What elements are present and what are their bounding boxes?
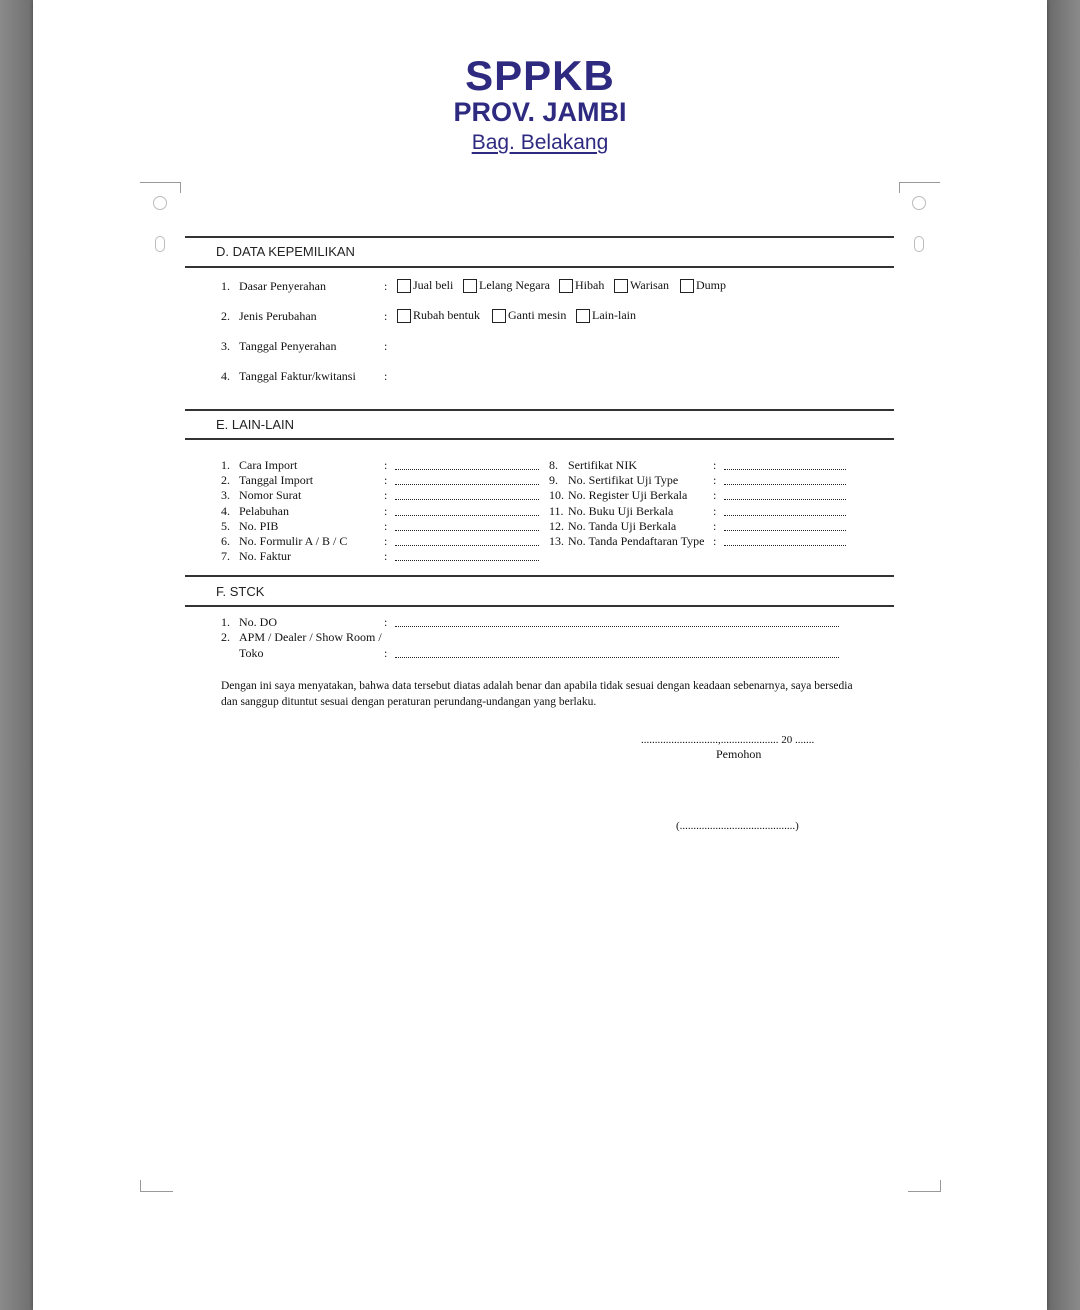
- field-label: Tanggal Import: [239, 473, 314, 488]
- colon: :: [384, 369, 388, 383]
- fill-line[interactable]: [395, 535, 539, 546]
- checkbox-box[interactable]: [463, 279, 477, 293]
- checkbox-label: Ganti mesin: [508, 308, 567, 322]
- checkbox-box[interactable]: [680, 279, 694, 293]
- checkbox-box[interactable]: [397, 309, 411, 323]
- left-gutter: [0, 0, 33, 1310]
- field-label: Jenis Perubahan: [239, 309, 317, 323]
- colon: :: [384, 503, 388, 518]
- divider: [185, 575, 894, 577]
- divider: [185, 266, 894, 268]
- checkbox-label: Warisan: [630, 278, 670, 292]
- fill-line[interactable]: [395, 520, 539, 531]
- item-number: 7.: [221, 549, 230, 564]
- field-label: No. Register Uji Berkala: [568, 488, 688, 503]
- divider: [185, 438, 894, 440]
- item-number: 11.: [549, 503, 564, 518]
- fill-line[interactable]: [395, 647, 839, 658]
- item-number: 9.: [549, 473, 558, 488]
- colon: :: [384, 549, 388, 564]
- crop-mark-bottom-right: [908, 1180, 941, 1192]
- item-number: 10.: [549, 488, 564, 503]
- checkbox-box[interactable]: [614, 279, 628, 293]
- divider: [185, 409, 894, 411]
- perubahan-checkbox[interactable]: [492, 308, 566, 323]
- field-label: APM / Dealer / Show Room /: [239, 630, 382, 644]
- field-label: No. Tanda Pendaftaran Type: [568, 534, 705, 548]
- fill-line[interactable]: [724, 535, 846, 546]
- item-number: 4.: [221, 503, 230, 518]
- divider: [185, 605, 894, 607]
- checkbox-label: Jual beli: [413, 278, 454, 292]
- divider: [185, 236, 894, 238]
- checkbox-label: Rubah bentuk: [413, 308, 480, 322]
- section-d-title: D. DATA KEPEMILIKAN: [216, 244, 355, 259]
- perubahan-checkbox[interactable]: [576, 308, 636, 323]
- item-number: 2.: [221, 630, 230, 644]
- field-label: No. Faktur: [239, 549, 291, 564]
- section-e-title: E. LAIN-LAIN: [216, 417, 295, 432]
- colon: :: [384, 279, 388, 293]
- checkbox-box[interactable]: [559, 279, 573, 293]
- colon: :: [384, 534, 388, 548]
- crop-mark-top-left: [140, 182, 181, 193]
- item-number: 4.: [221, 369, 230, 383]
- fill-line[interactable]: [395, 550, 539, 561]
- crop-mark-bottom-left: [140, 1180, 173, 1192]
- item-number: 2.: [221, 309, 230, 323]
- item-number: 8.: [549, 458, 558, 472]
- declaration-text: Dengan ini saya menyatakan, bahwa data tersebut diatas adalah benar dan apabila tidak sesuai dengan keadaan sebenarnya, saya bersedia dan sanggup dituntut sesuai dengan peraturan perundang-undangan yang berlaku.: [221, 680, 853, 708]
- fill-line[interactable]: [724, 505, 846, 516]
- right-scroll-gutter: [1047, 0, 1080, 1310]
- colon: :: [384, 473, 388, 488]
- checkbox-label: Lelang Negara: [479, 278, 550, 292]
- field-label: Dasar Penyerahan: [239, 279, 326, 293]
- item-number: 12.: [549, 518, 564, 533]
- form-province: PROV. JAMBI: [453, 97, 627, 127]
- item-number: 6.: [221, 534, 230, 548]
- field-label: No. Sertifikat Uji Type: [568, 473, 679, 488]
- field-label: No. Formulir A / B / C: [239, 534, 348, 548]
- fill-line[interactable]: [395, 489, 539, 500]
- checkbox-label: Lain-lain: [592, 308, 636, 322]
- fill-line[interactable]: [395, 505, 539, 516]
- punch-hole-icon: [153, 196, 167, 210]
- fill-line[interactable]: [724, 489, 846, 500]
- colon: :: [713, 518, 717, 533]
- colon: :: [384, 458, 388, 472]
- item-number: 2.: [221, 473, 230, 488]
- colon: :: [713, 488, 717, 503]
- fill-line[interactable]: [395, 474, 539, 485]
- colon: :: [384, 488, 388, 503]
- fill-line[interactable]: [724, 520, 846, 531]
- form-side-label: Bag. Belakang: [471, 131, 609, 154]
- dasar-checkbox[interactable]: [397, 278, 453, 293]
- colon: :: [384, 518, 388, 533]
- form-title: SPPKB: [465, 52, 615, 99]
- colon: :: [713, 473, 717, 488]
- field-label: Tanggal Faktur/kwitansi: [239, 369, 356, 383]
- field-label: Tanggal Penyerahan: [239, 339, 337, 353]
- fill-line[interactable]: [395, 616, 839, 627]
- checkbox-box[interactable]: [492, 309, 506, 323]
- section-f-title: F. STCK: [216, 584, 265, 599]
- dasar-checkbox[interactable]: [680, 278, 726, 293]
- fill-line[interactable]: [395, 459, 539, 470]
- field-label: Toko: [239, 646, 264, 660]
- field-label: No. DO: [239, 615, 277, 629]
- item-number: 1.: [221, 458, 230, 472]
- colon: :: [384, 339, 388, 353]
- binder-slot-icon: [914, 236, 924, 252]
- signature-name-line[interactable]: (..........................................): [676, 820, 799, 832]
- punch-hole-icon: [912, 196, 926, 210]
- field-label: Nomor Surat: [239, 488, 302, 503]
- colon: :: [384, 615, 388, 629]
- item-number: 13.: [549, 534, 564, 548]
- item-number: 3.: [221, 488, 230, 503]
- perubahan-checkbox[interactable]: [397, 308, 480, 323]
- dasar-checkbox[interactable]: [559, 278, 604, 293]
- colon: :: [713, 534, 717, 548]
- dasar-checkbox[interactable]: [614, 278, 669, 293]
- checkbox-box[interactable]: [576, 309, 590, 323]
- item-number: 5.: [221, 518, 230, 533]
- fill-line[interactable]: [724, 459, 846, 470]
- signature-date-line[interactable]: ............................,..................... 20 .......: [641, 734, 815, 746]
- field-label: No. Tanda Uji Berkala: [568, 518, 677, 533]
- crop-mark-top-right: [899, 182, 940, 193]
- checkbox-label: Hibah: [575, 278, 605, 292]
- item-number: 3.: [221, 339, 230, 353]
- colon: :: [384, 309, 388, 323]
- field-label: No. PIB: [239, 518, 279, 533]
- field-label: No. Buku Uji Berkala: [568, 503, 674, 518]
- colon: :: [713, 503, 717, 518]
- item-number: 1.: [221, 615, 230, 629]
- signature-role: Pemohon: [716, 747, 762, 761]
- fill-line[interactable]: [724, 474, 846, 485]
- field-label: Cara Import: [239, 458, 298, 472]
- dasar-checkbox[interactable]: [463, 278, 550, 293]
- colon: :: [384, 646, 388, 660]
- field-label: Pelabuhan: [239, 503, 289, 518]
- binder-slot-icon: [155, 236, 165, 252]
- checkbox-label: Dump: [696, 278, 726, 292]
- colon: :: [713, 458, 717, 472]
- checkbox-box[interactable]: [397, 279, 411, 293]
- field-label: Sertifikat NIK: [568, 458, 637, 472]
- item-number: 1.: [221, 279, 230, 293]
